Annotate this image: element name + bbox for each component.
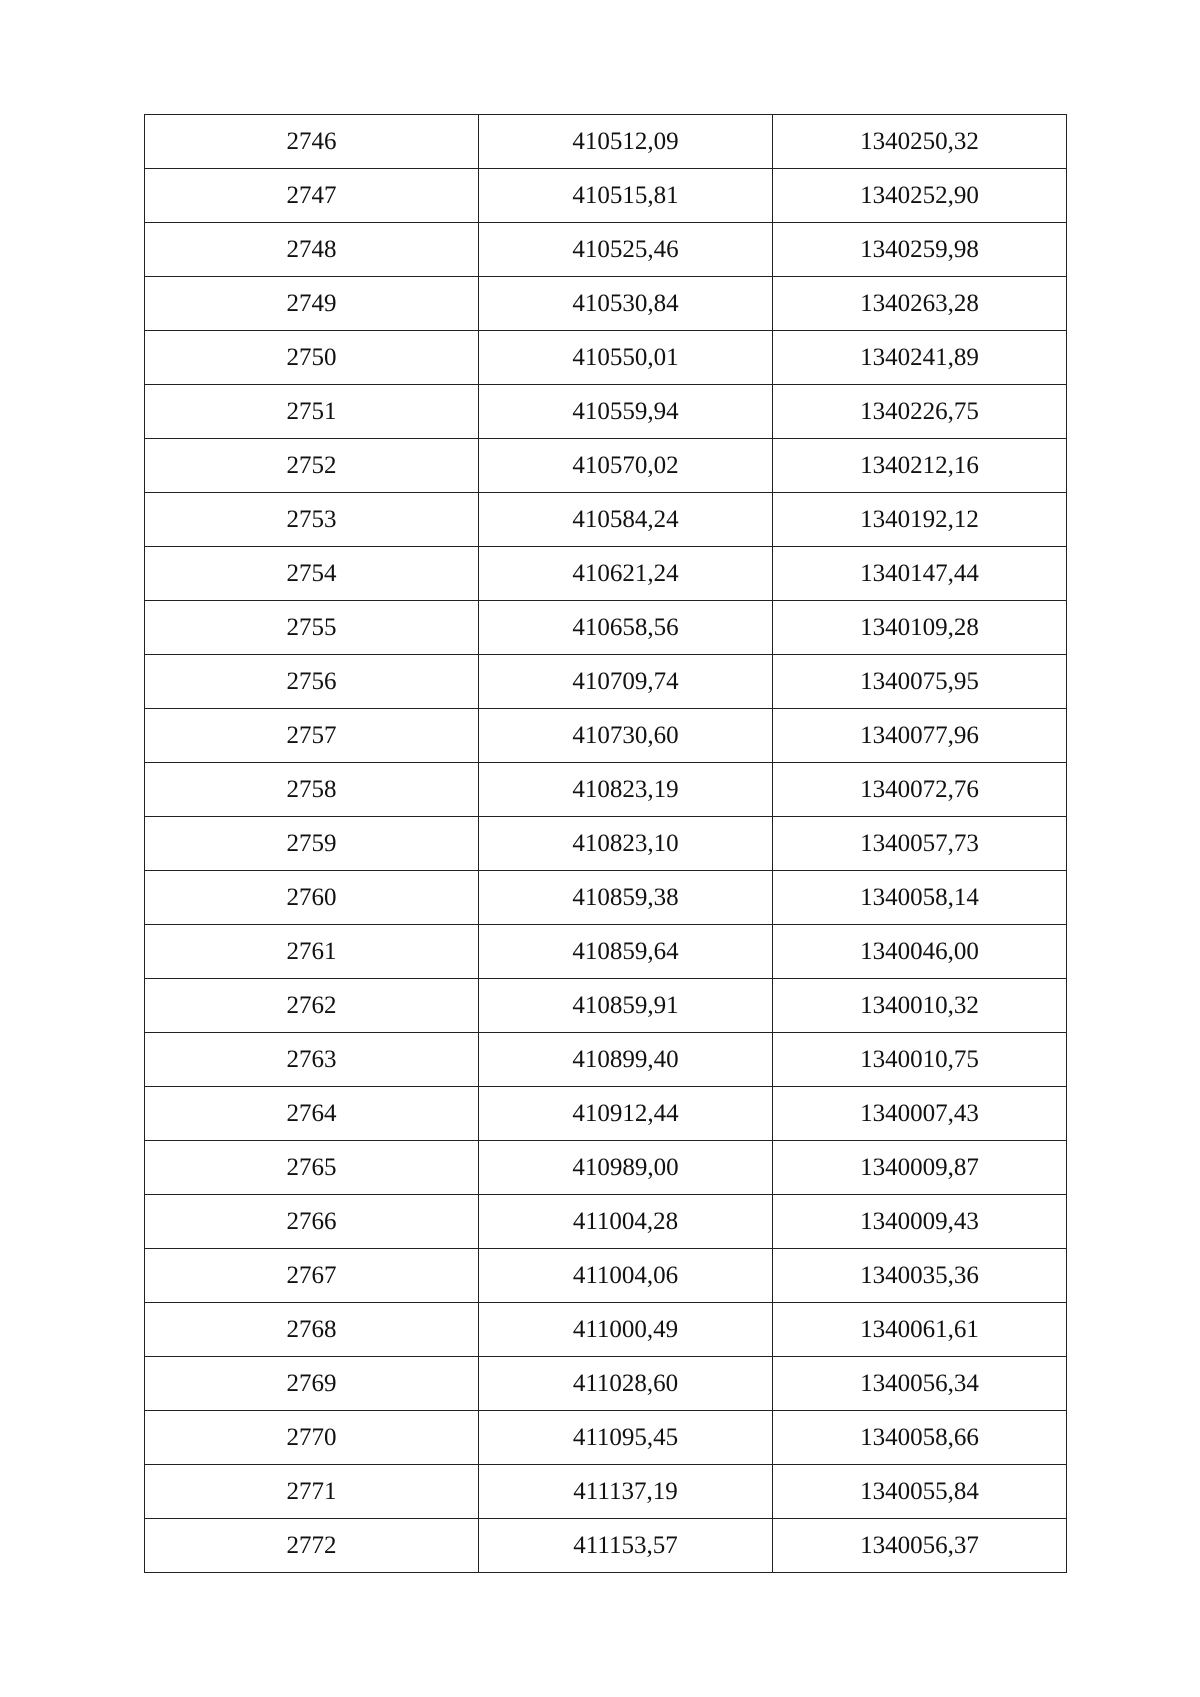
point-number-cell: 2771 (145, 1465, 479, 1519)
table-row (145, 1465, 1067, 1519)
point-number-cell: 2767 (145, 1249, 479, 1303)
table-row (145, 493, 1067, 547)
point-number-cell: 2749 (145, 277, 479, 331)
x-coordinate-cell: 411004,06 (479, 1249, 773, 1303)
table-row (145, 439, 1067, 493)
y-coordinate-cell: 1340061,61 (773, 1303, 1067, 1357)
y-coordinate-cell: 1340077,96 (773, 709, 1067, 763)
x-coordinate-cell: 410823,19 (479, 763, 773, 817)
point-number-cell: 2755 (145, 601, 479, 655)
x-coordinate-cell: 410730,60 (479, 709, 773, 763)
y-coordinate-cell: 1340009,87 (773, 1141, 1067, 1195)
y-coordinate-cell: 1340056,34 (773, 1357, 1067, 1411)
y-coordinate-cell: 1340192,12 (773, 493, 1067, 547)
x-coordinate-cell: 410709,74 (479, 655, 773, 709)
point-number-cell: 2753 (145, 493, 479, 547)
y-coordinate-cell: 1340072,76 (773, 763, 1067, 817)
x-coordinate-cell: 410823,10 (479, 817, 773, 871)
table-row (145, 925, 1067, 979)
table-row (145, 115, 1067, 169)
x-coordinate-cell: 410515,81 (479, 169, 773, 223)
x-coordinate-cell: 410859,64 (479, 925, 773, 979)
point-number-cell: 2758 (145, 763, 479, 817)
coordinates-table (144, 114, 1067, 1573)
x-coordinate-cell: 410550,01 (479, 331, 773, 385)
table-row (145, 709, 1067, 763)
x-coordinate-cell: 410525,46 (479, 223, 773, 277)
point-number-cell: 2751 (145, 385, 479, 439)
y-coordinate-cell: 1340056,37 (773, 1519, 1067, 1573)
point-number-cell: 2762 (145, 979, 479, 1033)
table-row (145, 331, 1067, 385)
y-coordinate-cell: 1340241,89 (773, 331, 1067, 385)
table-row (145, 169, 1067, 223)
x-coordinate-cell: 410899,40 (479, 1033, 773, 1087)
y-coordinate-cell: 1340058,66 (773, 1411, 1067, 1465)
y-coordinate-cell: 1340263,28 (773, 277, 1067, 331)
table-row (145, 385, 1067, 439)
y-coordinate-cell: 1340058,14 (773, 871, 1067, 925)
point-number-cell: 2747 (145, 169, 479, 223)
point-number-cell: 2769 (145, 1357, 479, 1411)
point-number-cell: 2756 (145, 655, 479, 709)
point-number-cell: 2748 (145, 223, 479, 277)
y-coordinate-cell: 1340057,73 (773, 817, 1067, 871)
x-coordinate-cell: 410559,94 (479, 385, 773, 439)
x-coordinate-cell: 411004,28 (479, 1195, 773, 1249)
x-coordinate-cell: 410989,00 (479, 1141, 773, 1195)
point-number-cell: 2766 (145, 1195, 479, 1249)
y-coordinate-cell: 1340007,43 (773, 1087, 1067, 1141)
table-row (145, 547, 1067, 601)
y-coordinate-cell: 1340226,75 (773, 385, 1067, 439)
x-coordinate-cell: 411000,49 (479, 1303, 773, 1357)
x-coordinate-cell: 411028,60 (479, 1357, 773, 1411)
y-coordinate-cell: 1340075,95 (773, 655, 1067, 709)
table-row (145, 979, 1067, 1033)
x-coordinate-cell: 410570,02 (479, 439, 773, 493)
table-row (145, 1411, 1067, 1465)
point-number-cell: 2770 (145, 1411, 479, 1465)
table-row (145, 1087, 1067, 1141)
point-number-cell: 2754 (145, 547, 479, 601)
x-coordinate-cell: 410530,84 (479, 277, 773, 331)
table-row (145, 1033, 1067, 1087)
y-coordinate-cell: 1340212,16 (773, 439, 1067, 493)
table-row (145, 1249, 1067, 1303)
table-row (145, 817, 1067, 871)
y-coordinate-cell: 1340046,00 (773, 925, 1067, 979)
point-number-cell: 2746 (145, 115, 479, 169)
table-row (145, 1141, 1067, 1195)
table-row (145, 601, 1067, 655)
table-row (145, 1195, 1067, 1249)
y-coordinate-cell: 1340109,28 (773, 601, 1067, 655)
point-number-cell: 2752 (145, 439, 479, 493)
y-coordinate-cell: 1340055,84 (773, 1465, 1067, 1519)
coordinates-table-body (145, 115, 1067, 1573)
point-number-cell: 2772 (145, 1519, 479, 1573)
y-coordinate-cell: 1340252,90 (773, 169, 1067, 223)
x-coordinate-cell: 410859,91 (479, 979, 773, 1033)
x-coordinate-cell: 410912,44 (479, 1087, 773, 1141)
point-number-cell: 2750 (145, 331, 479, 385)
point-number-cell: 2760 (145, 871, 479, 925)
table-row (145, 871, 1067, 925)
point-number-cell: 2765 (145, 1141, 479, 1195)
table-row (145, 655, 1067, 709)
point-number-cell: 2763 (145, 1033, 479, 1087)
point-number-cell: 2761 (145, 925, 479, 979)
x-coordinate-cell: 411137,19 (479, 1465, 773, 1519)
x-coordinate-cell: 410859,38 (479, 871, 773, 925)
x-coordinate-cell: 411153,57 (479, 1519, 773, 1573)
x-coordinate-cell: 410512,09 (479, 115, 773, 169)
x-coordinate-cell: 411095,45 (479, 1411, 773, 1465)
x-coordinate-cell: 410621,24 (479, 547, 773, 601)
table-row (145, 1519, 1067, 1573)
y-coordinate-cell: 1340010,75 (773, 1033, 1067, 1087)
table-row (145, 1357, 1067, 1411)
table-row (145, 763, 1067, 817)
point-number-cell: 2757 (145, 709, 479, 763)
y-coordinate-cell: 1340147,44 (773, 547, 1067, 601)
point-number-cell: 2764 (145, 1087, 479, 1141)
table-row (145, 223, 1067, 277)
x-coordinate-cell: 410584,24 (479, 493, 773, 547)
x-coordinate-cell: 410658,56 (479, 601, 773, 655)
y-coordinate-cell: 1340009,43 (773, 1195, 1067, 1249)
point-number-cell: 2759 (145, 817, 479, 871)
table-row (145, 277, 1067, 331)
y-coordinate-cell: 1340259,98 (773, 223, 1067, 277)
y-coordinate-cell: 1340010,32 (773, 979, 1067, 1033)
table-row (145, 1303, 1067, 1357)
point-number-cell: 2768 (145, 1303, 479, 1357)
y-coordinate-cell: 1340035,36 (773, 1249, 1067, 1303)
y-coordinate-cell: 1340250,32 (773, 115, 1067, 169)
